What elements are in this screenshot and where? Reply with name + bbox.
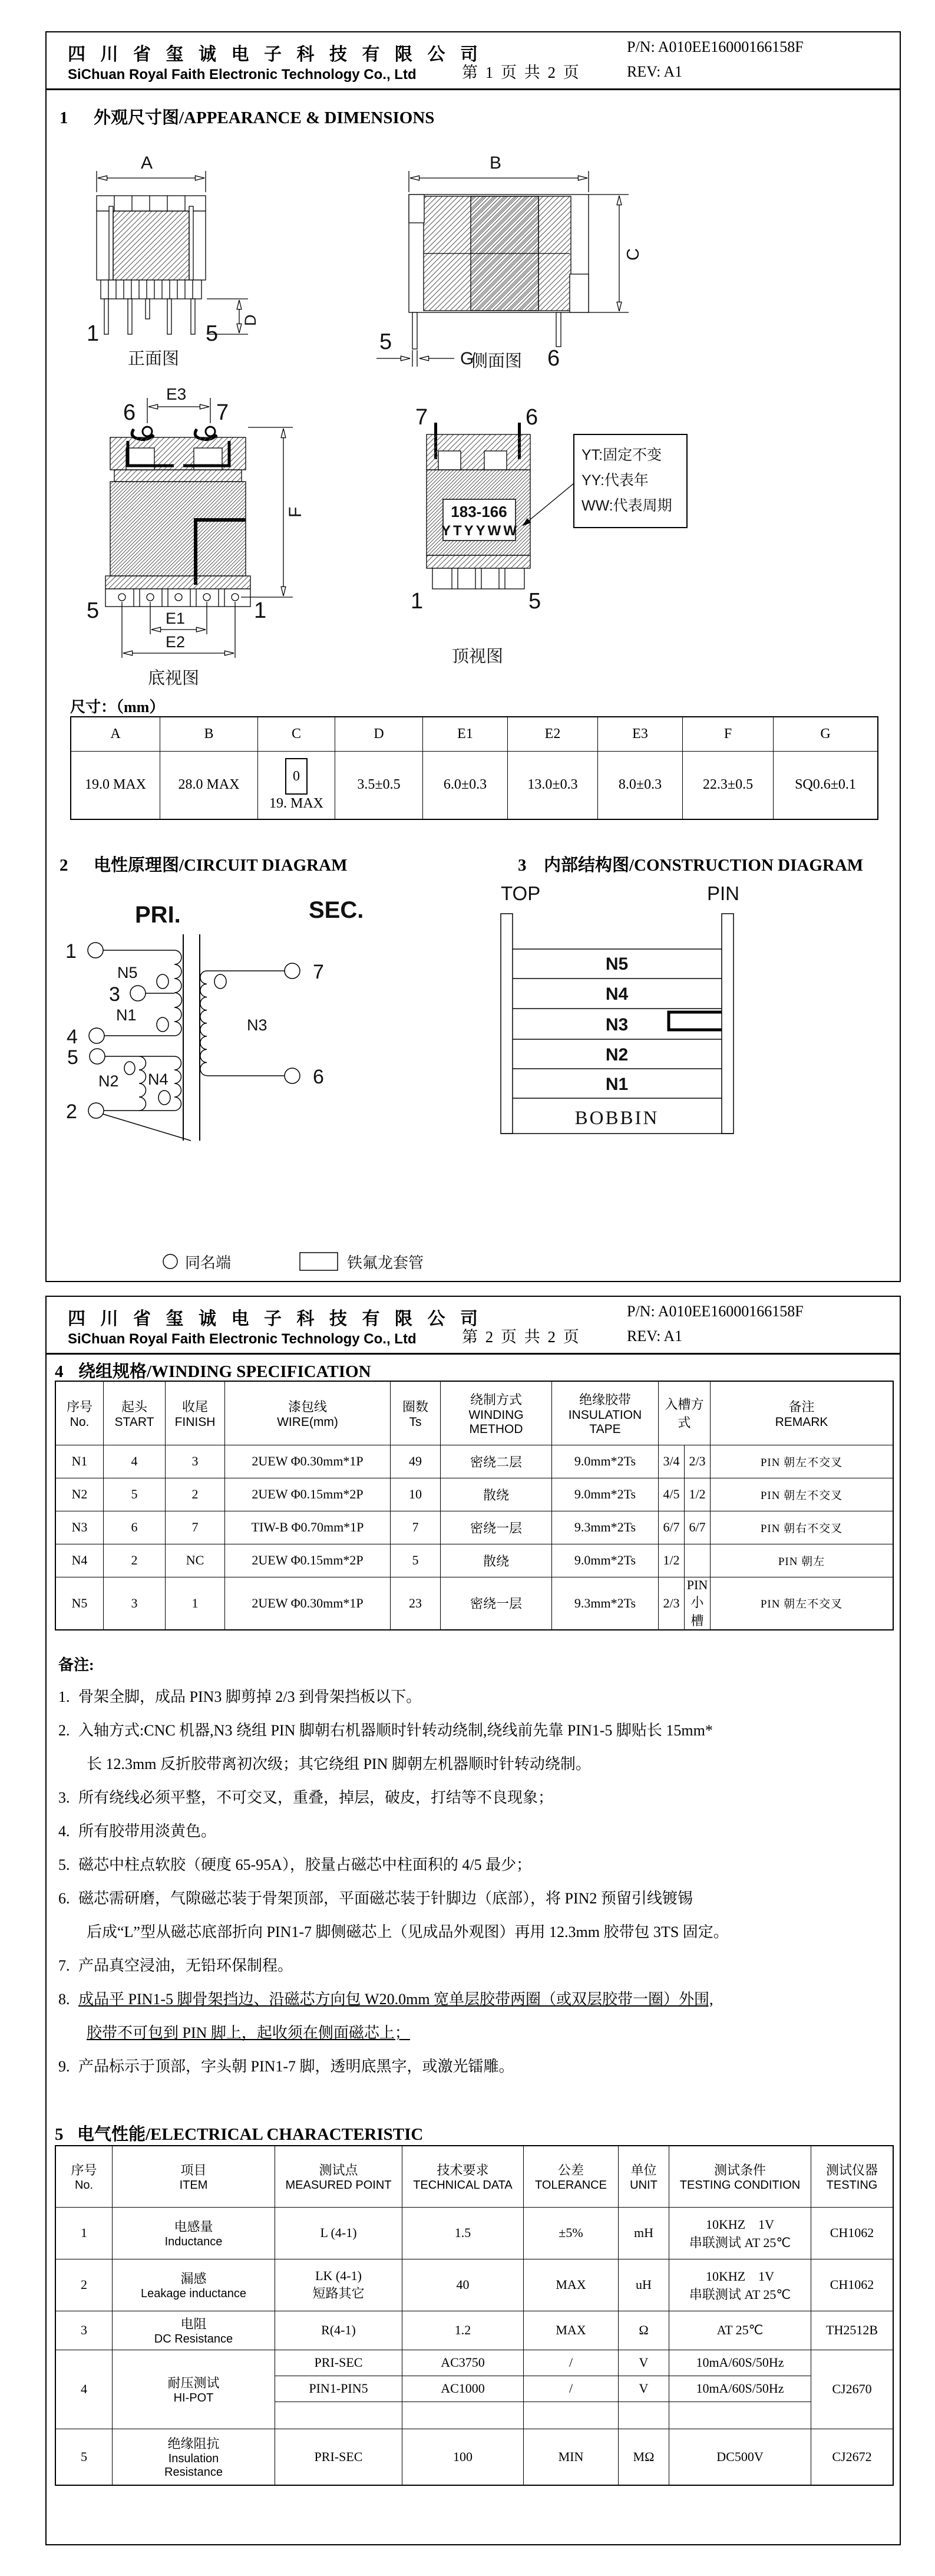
dim-c-boxed-zero: 0: [285, 758, 308, 795]
circuit-pin2: 2: [66, 1101, 77, 1123]
winding-n5-label: N5: [117, 964, 138, 981]
marking-note-yt: YT:固定不变: [582, 447, 662, 463]
top-pin7-label: 7: [415, 405, 428, 430]
winding-row-n3: N3 6 7 TIW-B Φ0.70mm*1P 7 密绕一层 9.3mm*2Ts 6/7 6/7 PIN 朝右不交叉: [55, 1511, 893, 1544]
legend-dot-icon: [163, 1254, 177, 1269]
dim-value: 19.0 MAX: [71, 751, 160, 819]
page-indicator: 第 1 页 共 2 页: [462, 64, 581, 81]
company-name-cn: 四 川 省 玺 诚 电 子 科 技 有 限 公 司: [68, 1309, 483, 1329]
circuit-diagram: [47, 881, 471, 1282]
front-view-drawing: [87, 153, 259, 368]
circuit-pin1: 1: [65, 940, 77, 963]
winding-row-n4: N4 2 NC 2UEW Φ0.15mm*2P 5 散绕 9.0mm*2Ts 1/2 PIN 朝左: [55, 1544, 893, 1577]
elec-row-4a: 4 耐压测试 HI-POT PRI-SEC AC3750 / V 10mA/60S/50Hz CJ2670: [55, 2350, 893, 2376]
winding-n1-label: N1: [116, 1006, 137, 1024]
size-unit-label: 尺寸：（mm）: [70, 699, 165, 716]
marking-line2: YTYYWW: [441, 523, 519, 539]
side-pin5-label: 5: [379, 330, 392, 354]
side-pin6-label: 6: [547, 346, 560, 371]
bottom-view-drawing: [87, 385, 305, 688]
section2-title: 2 电性原理图/CIRCUIT DIAGRAM: [60, 856, 348, 875]
marking-note-ww: WW:代表周期: [582, 498, 672, 514]
appearance-drawings: [58, 130, 889, 691]
elec-row-3: 3 电阻 DC Resistance R(4-1) 1.2 MAX Ω AT 25℃ TH2512B: [55, 2311, 893, 2350]
circuit-pin5: 5: [67, 1046, 78, 1069]
notes-section: [58, 1651, 889, 2083]
section4-title: 4 绕组规格/WINDING SPECIFICATION: [55, 1362, 371, 1381]
header-divider: [47, 1353, 900, 1355]
dim-E1-label: E1: [166, 610, 186, 627]
revision: REV: A1: [627, 63, 683, 80]
bottom-pin7-label: 7: [216, 400, 229, 425]
layer-n5: N5: [605, 954, 629, 974]
circuit-pin7: 7: [313, 961, 324, 983]
winding-n4-label: N4: [148, 1070, 169, 1088]
header-divider: [47, 88, 900, 90]
company-name-cn: 四 川 省 玺 诚 电 子 科 技 有 限 公 司: [68, 45, 483, 64]
circuit-pin6: 6: [313, 1066, 324, 1088]
page-2: [45, 1296, 901, 2545]
section5-title: 5 电气性能/ELECTRICAL CHARACTERISTIC: [55, 2125, 424, 2144]
layer-n3: N3: [605, 1015, 629, 1035]
note-6: 6. 磁芯需研磨，气隙磁芯装于骨架顶部，平面磁芯装于针脚边（底部），将 PIN2 预留引线镀锡: [58, 1890, 693, 1907]
dimension-table: A B C D E1 E2 E3 F G 19.0 MAX 28.0 MAX 0 19. MAX 3.5±0.5 6.0±0.3 13.0±0.3 8.0±0.3 22.3±0.5 SQ0.6±0.1: [70, 716, 878, 820]
dim-G-label: G: [460, 349, 474, 368]
dim-A-label: A: [140, 153, 153, 173]
construction-diagram: [498, 881, 775, 1211]
legend-tube-label: 铁氟龙套管: [347, 1254, 424, 1271]
construction-pin-label: PIN: [707, 882, 740, 904]
circuit-pin4: 4: [67, 1026, 78, 1048]
note-5: 5. 磁芯中柱点软胶（硬度 65-95A），胶量占磁芯中柱面积的 4/5 最少；: [58, 1856, 532, 1873]
dim-E3-label: E3: [166, 385, 187, 403]
bottom-view-caption: 底视图: [148, 669, 200, 688]
marking-line1: 183-166: [451, 503, 507, 521]
sec-label: SEC.: [309, 897, 364, 923]
winding-spec-table: 序号 No. 起头 START 收尾 FINISH 漆包线 WIRE(mm) 圈数 Ts 绕制方式 WINDING METHOD 绝缘胶带 INSULATION TAPE 入槽方式 备注 REMARK N1 4 3 2UEW Φ0.30mm*1P 49 密绕二层 9.0mm*2Ts 3/4 2/3 PIN 朝左不交叉 N2 5 2 2UEW Φ0.15mm*2P 10 散绕 9.0mm*2Ts 4/5 1/2 PIN 朝左不交叉 N3 6 7 TIW-B Φ0.70mm*1P 7 密绕一层 9.3mm*2Ts 6/7 6/7 PIN 朝右不交叉 N4 2 NC 2UEW Φ0.15mm*2P 5 散绕 9.0mm*2Ts 1/2 PIN 朝左 N5 3 1 2UEW Φ0.30mm*1P 23 密绕一层 9.3mm*2Ts 2/3 PIN 小槽 PIN 朝左不交叉: [55, 1381, 894, 1630]
elec-row-1: 1 电感量 Inductance L (4-1) 1.5 ±5% mH 10KHZ 1V 串联测试 AT 25℃ CH1062: [55, 2207, 893, 2259]
winding-row-n2: N2 5 2 2UEW Φ0.15mm*2P 10 散绕 9.0mm*2Ts 4/5 1/2 PIN 朝左不交叉: [55, 1478, 893, 1511]
dim-value-c: 0 19. MAX: [258, 751, 335, 819]
winding-row-n1: N1 4 3 2UEW Φ0.30mm*1P 49 密绕二层 9.0mm*2Ts 3/4 2/3 PIN 朝左不交叉: [55, 1445, 893, 1478]
top-pin1-label: 1: [411, 589, 424, 614]
front-pin5-label: 5: [206, 321, 219, 346]
note-2-cont: 长 12.3mm 反折胶带离初次级；其它绕组 PIN 脚朝左机器顺时针转动绕制。: [87, 1755, 591, 1773]
company-name-en: SiChuan Royal Faith Electronic Technology Co., Ltd: [68, 1331, 417, 1347]
front-pin1-label: 1: [87, 321, 100, 346]
winding-row-n5: N5 3 1 2UEW Φ0.30mm*1P 23 密绕一层 9.3mm*2Ts 2/3 PIN 小槽 PIN 朝左不交叉: [55, 1577, 893, 1630]
legend-dot-label: 同名端: [185, 1254, 232, 1271]
side-view-drawing: [376, 153, 643, 371]
construction-top-label: TOP: [501, 882, 541, 904]
elec-header: 序号 No.: [55, 2146, 113, 2207]
note-9: 9. 产品标示于顶部，字头朝 PIN1-7 脚，透明底黑字，或激光镭雕。: [58, 2058, 514, 2075]
top-view-caption: 顶视图: [452, 647, 504, 666]
section1-title: 1 外观尺寸图/APPEARANCE & DIMENSIONS: [60, 108, 435, 127]
note-1: 1. 骨架全脚，成品 PIN3 脚剪掉 2/3 到骨架挡板以下。: [58, 1688, 422, 1705]
winding-n3-label: N3: [247, 1016, 267, 1034]
dim-F-label: F: [286, 506, 305, 518]
revision: REV: A1: [627, 1327, 683, 1345]
top-pin6-label: 6: [526, 405, 538, 430]
bobbin-label: BOBBIN: [574, 1108, 659, 1129]
layer-n1: N1: [605, 1075, 629, 1094]
elec-row-4b: PIN1-PIN5 AC1000 / V 10mA/60S/50Hz: [55, 2376, 893, 2402]
note-8-cont: 胶带不可包到 PIN 脚上，起收须在侧面磁芯上；: [87, 2024, 410, 2041]
note-2: 2. 入轴方式:CNC 机器,N3 绕组 PIN 脚朝右机器顺时针转动绕制,绕线前先靠 PIN1-5 脚贴长 15mm*: [58, 1722, 713, 1739]
dim-C-label: C: [624, 248, 643, 261]
side-view-caption: 侧面图: [471, 352, 523, 371]
dim-E2-label: E2: [166, 633, 186, 651]
page-1: [45, 31, 901, 1282]
legend-tube-icon: [300, 1253, 338, 1270]
dim-D-label: D: [242, 314, 259, 326]
page-indicator: 第 2 页 共 2 页: [462, 1328, 581, 1346]
front-view-caption: 正面图: [128, 350, 180, 368]
elec-row-5: 5 绝缘阻抗 Insulation Resistance PRI-SEC 100 MIN MΩ DC500V CJ2672: [55, 2429, 893, 2485]
note-7: 7. 产品真空浸油，无铅环保制程。: [58, 1957, 293, 1974]
note-4: 4. 所有胶带用淡黄色。: [58, 1823, 217, 1840]
circuit-pin3: 3: [109, 983, 120, 1006]
dim-col-header: A: [71, 717, 160, 751]
bottom-pin6-label: 6: [123, 400, 136, 425]
part-number: P/N: A010EE16000166158F: [627, 38, 804, 55]
section3-title: 3 内部结构图/CONSTRUCTION DIAGRAM: [518, 856, 864, 875]
marking-note-yy: YY:代表年: [582, 472, 649, 489]
n3-slot: [669, 1012, 722, 1030]
bottom-pin5-label: 5: [87, 598, 100, 623]
dim-B-label: B: [489, 153, 502, 173]
note-6-cont: 后成“L”型从磁芯底部折向 PIN1-7 脚侧磁芯上（见成品外观图）再用 12.3mm 胶带包 3TS 固定。: [87, 1923, 729, 1941]
winding-header: 序号 No.: [55, 1381, 104, 1445]
bottom-pin1-label: 1: [254, 598, 267, 623]
electrical-table: 序号 No. 项目 ITEM 测试点 MEASURED POINT 技术要求 TECHNICAL DATA 公差 TOLERANCE 单位 UNIT 测试条件 TESTING CONDITION 测试仪器 TESTING 1 电感量 Inductance L (4-1) 1.5 ±5% mH 10KHZ 1V 串联测试 AT 25℃ CH1062 2 漏感 Leakage inductance LK (4-1) 短路其它 40 MAX uH 10KHZ 1V 串联测试 AT 25℃ CH1062 3 电阻 DC Resistance R(4-1) 1.2 MAX Ω AT 25℃ TH2512B 4 耐压测试 HI-POT PRI-SEC AC3750 / V 10mA/60S/50Hz CJ2670 PIN1-PIN5 AC1000 / V 10mA/60S/50Hz 5 绝缘阻抗 Insulation Resistance PRI-SEC 100 MIN MΩ DC500V CJ2672: [55, 2145, 894, 2486]
pri-label: PRI.: [135, 902, 181, 928]
company-name-en: SiChuan Royal Faith Electronic Technology Co., Ltd: [68, 67, 417, 83]
notes-title: 备注:: [58, 1656, 94, 1674]
note-8: 8. 成品平 PIN1-5 脚骨架挡边、沿磁芯方向包 W20.0mm 宽单层胶带两圈（或双层胶带一圈）外围,: [58, 1991, 713, 2008]
part-number: P/N: A010EE16000166158F: [627, 1303, 804, 1320]
note-3: 3. 所有绕线必须平整，不可交叉，重叠，掉层，破皮，打结等不良现象；: [58, 1789, 554, 1806]
winding-n2-label: N2: [98, 1072, 119, 1090]
top-view-drawing: [411, 405, 687, 666]
layer-n2: N2: [605, 1045, 629, 1065]
top-pin5-label: 5: [528, 589, 541, 614]
layer-n4: N4: [605, 984, 629, 1004]
elec-row-2: 2 漏感 Leakage inductance LK (4-1) 短路其它 40 MAX uH 10KHZ 1V 串联测试 AT 25℃ CH1062: [55, 2259, 893, 2311]
